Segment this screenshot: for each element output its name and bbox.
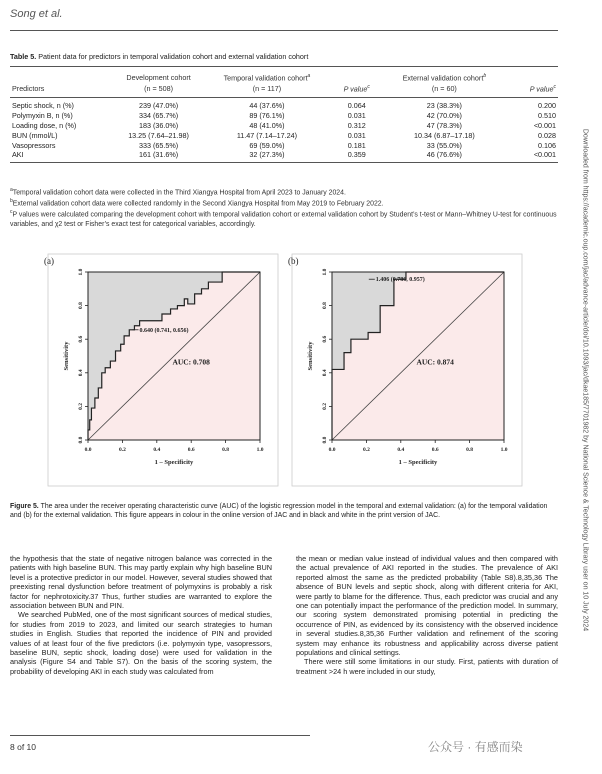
th-dev: Development cohort — [126, 72, 191, 82]
y-tick-label: 0.8 — [322, 302, 328, 310]
x-tick-label: 0.4 — [153, 447, 161, 453]
x-tick-label: 0.6 — [431, 447, 439, 453]
y-tick-label: 0.0 — [78, 436, 84, 444]
y-axis-label: Sensitivity — [63, 341, 70, 371]
y-axis-label: Sensitivity — [307, 341, 314, 371]
y-tick-label: 1.0 — [78, 268, 84, 276]
body-paragraph: We searched PubMed, one of the most significant sources of medical studies, for studies from 2019 to 2023, and limited our search strategies to human studies in English. Studies that reported the incidence of PIN and provided values of at least four of the five predictors (i.e. polymyxin type, vasopressors, baseline BUN, septic shock, loading dose) were used for validation in the analysis (Figure S4 and Table S7). On the basis of the scoring system, the probability of developing AKI in each study was calculated from — [10, 610, 272, 676]
figure-caption — [10, 502, 558, 521]
cutoff-annotation: 0.640 (0.741, 0.656) — [139, 327, 189, 334]
y-tick-label: 0.2 — [322, 402, 328, 410]
table-row: Vasopressors 333 (65.5%) 69 (59.0%) 0.181 33 (55.0%) 0.106 — [12, 140, 556, 150]
x-tick-label: 1.0 — [256, 447, 264, 453]
x-tick-label: 0.8 — [466, 447, 474, 453]
figure-label: Figure 5. — [10, 503, 39, 510]
x-tick-label: 0.4 — [397, 447, 405, 453]
body-paragraph: There were still some limitations in our study. First, patients with duration of treatment >24 h were included in our study, — [296, 657, 558, 676]
footer-rule — [10, 735, 310, 736]
x-tick-label: 0.0 — [328, 447, 336, 453]
x-tick-label: 0.0 — [84, 447, 92, 453]
y-tick-label: 0.4 — [322, 369, 328, 377]
table-row: BUN (mmol/L) 13.25 (7.64–21.98) 11.47 (7.14–17.24) 0.031 10.34 (6.87–17.18) 0.028 — [12, 130, 556, 140]
panel-label: (b) — [288, 256, 299, 266]
th-predictors: Predictors — [12, 83, 45, 93]
page-number: 8 of 10 — [10, 742, 36, 752]
th-ext: External validation cohort$^b$ — [402, 73, 487, 83]
x-axis-label: 1 – Specificity — [154, 459, 194, 466]
header-rule — [10, 30, 558, 31]
x-tick-label: 0.2 — [362, 447, 370, 453]
download-note: Downloaded from https://academic.oup.com/jac/advance-article/doi/10.1093/jac/dkae185/7701982 by National Science & Technology Library user on 10 July 2024 — [581, 128, 589, 632]
roc-chart-a — [40, 252, 282, 490]
y-tick-label: 0.0 — [322, 436, 328, 444]
table-row: Polymyxin B, n (%) 334 (65.7%) 89 (76.1%) 0.031 42 (70.0%) 0.510 — [12, 111, 556, 121]
x-tick-label: 0.6 — [187, 447, 195, 453]
th-dev-n: (n = 508) — [144, 83, 174, 93]
x-tick-label: 0.8 — [222, 447, 230, 453]
body-paragraph: the mean or median value instead of individual values and then compared with the actual prevalence of AKI reported in the studies. The prevalence of AKI reported almost the same as the predicted probability (Table S8).8,35,36 The absence of BUN levels and septic shock, along with different criteria for AKI, were partly to blame for the difference. Thus, each predictor was crucial and any one can potentially impact the performance of the prediction model. In summary, our scoring system demonstrated promising potential in predicting the occurrence of PIN, as evidenced by its consistency with the observed incidence in several studies.8,35,36 Further validation and refinement of the scoring system may enhance its robustness and applicability across diverse patient populations and clinical settings. — [296, 554, 558, 658]
x-axis-label: 1 – Specificity — [398, 459, 438, 466]
auc-label: AUC: 0.874 — [416, 357, 454, 367]
th-ext-n: (n = 60) — [431, 83, 457, 93]
th-predictors-spacer — [10, 72, 112, 83]
table-label: Table 5. — [10, 52, 37, 61]
y-tick-label: 0.2 — [78, 402, 84, 410]
th-p1-spacer — [329, 72, 385, 83]
table-footnote-b: $^b$External validation cohort data were collected randomly in the Second Xiangya Hospital from May 2019 to February 2022. — [10, 198, 384, 208]
auc-label: AUC: 0.708 — [172, 357, 210, 367]
body-right-column — [296, 554, 558, 676]
x-tick-label: 1.0 — [500, 447, 508, 453]
x-tick-label: 0.2 — [118, 447, 126, 453]
body-paragraph: the hypothesis that the state of negative nitrogen balance was corrected in the patients with high baseline BUN. This may partly explain why high baseline BUN level is a protective predictor in our model. However, several studies showed that preexisting renal dysfunction before treatment of polymyxins is probably a risk factor for nephrotoxicity.37 Thus, further studies are warranted to explore the association between BUN and PIN. — [10, 554, 272, 611]
table-footnote-c: $^c$P values were calculated comparing the development cohort with temporal validation cohort or external validation cohort by Student’s t-test or Mann–Whitney U-test for continuous variables, and χ2 test or Fisher’s exact test for categorical variables, accordingly. — [10, 209, 557, 228]
table-footnote-a: $^a$Temporal validation cohort data were collected in the Third Xiangya Hospital from April 2023 to January 2024. — [10, 187, 346, 197]
y-tick-label: 0.6 — [322, 335, 328, 343]
running-head: Song et al. — [10, 8, 63, 20]
y-tick-label: 0.4 — [78, 369, 84, 377]
table-row: AKI 161 (31.6%) 32 (27.3%) 0.359 46 (76.6%) <0.001 — [10, 150, 558, 162]
table-top-rule — [10, 66, 558, 67]
th-p2-spacer — [504, 72, 558, 83]
y-tick-label: 0.6 — [78, 335, 84, 343]
watermark: 公众号 · 有感而染 — [428, 740, 523, 754]
th-p2: P value$^c$ — [529, 84, 556, 94]
th-temp-n: (n = 117) — [252, 83, 282, 93]
body-left-column — [10, 554, 272, 676]
th-p1: P value$^c$ — [343, 84, 370, 94]
th-temp: Temporal validation cohort$^a$ — [223, 73, 311, 83]
table-caption-text: Patient data for predictors in temporal validation cohort and external validation cohort — [38, 52, 309, 61]
table-row: Loading dose, n (%) 183 (36.0%) 48 (41.0%) 0.312 47 (78.3%) <0.001 — [12, 120, 556, 130]
patient-data-table — [10, 72, 558, 163]
panel-label: (a) — [44, 256, 54, 266]
y-tick-label: 1.0 — [322, 268, 328, 276]
table-row: Septic shock, n (%) 239 (47.0%) 44 (37.6%) 0.064 23 (38.3%) 0.200 — [12, 101, 556, 111]
roc-chart-b — [284, 252, 526, 490]
y-tick-label: 0.8 — [78, 302, 84, 310]
figure-caption-text: The area under the receiver operating characteristic curve (AUC) of the logistic regression model in the temporal and external validation: (a) for the temporal validation and (b) for the external validation. This figure appears in colour in the online version of JAC and in black and white in the print version of JAC. — [10, 503, 548, 520]
download-sidebar — [578, 60, 592, 700]
cutoff-annotation: 1.406 (0.786, 0.957) — [375, 277, 425, 284]
table-caption — [10, 52, 308, 61]
